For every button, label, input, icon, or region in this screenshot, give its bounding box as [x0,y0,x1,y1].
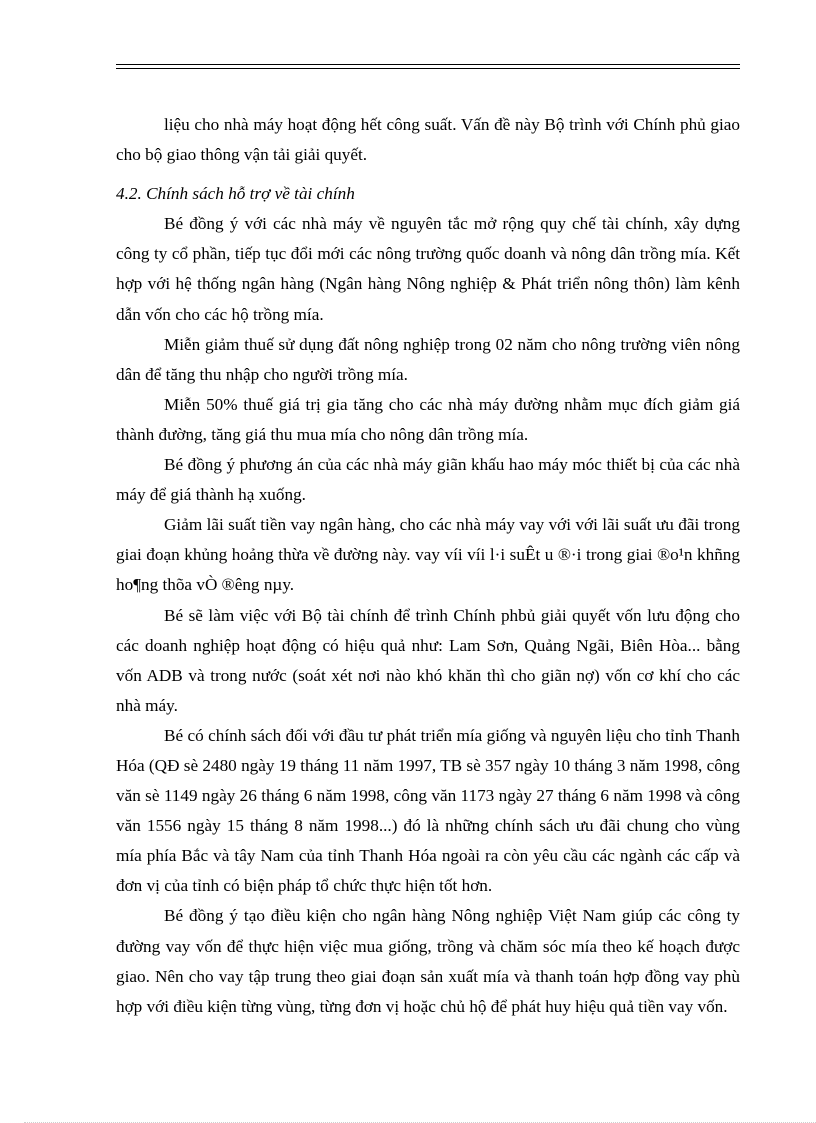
paragraph: Bé có chính sách đối với đầu tư phát triển mía giống và nguyên liệu cho tỉnh Thanh Hóa (QĐ sè 2480 ngày 19 tháng 11 năm 1997, TB sè 357 ngày 10 tháng 3 năm 1998, công văn sè 1149 ngày 26 tháng 6 năm 1998, công văn 1173 ngày 27 tháng 6 năm 1998 và công văn 1556 ngày 15 tháng 8 năm 1998...) đó là những chính sách ưu đãi chung cho vùng mía phía Bắc và tây Nam của tỉnh Thanh Hóa ngoài ra còn yêu cầu các ngành các cấp và đơn vị của tỉnh có biện pháp tổ chức thực hiện tốt hơn. [116,725,740,896]
header-rule-thin [116,68,740,69]
header-rule-thick [116,64,740,65]
paragraph: Bé đồng ý phương án của các nhà máy giãn khấu hao máy móc thiết bị của các nhà máy để giá thành hạ xuống. [116,455,740,505]
paragraph: Miễn giảm thuế sử dụng đất nông nghiệp trong 02 năm cho nông trường viên nông dân để tăng thu nhập cho người trồng mía. [116,334,740,384]
paragraph: Bé đồng ý tạo điều kiện cho ngân hàng Nông nghiệp Việt Nam giúp các công ty đường vay vốn để thực hiện việc mua giống, trồng và chăm sóc mía theo kế hoạch được giao. Nên cho vay tập trung theo giai đoạn sản xuất mía và thanh toán hợp đồng vay phù hợp với điều kiện từng vùng, từng đơn vị hoặc chủ hộ để phát huy hiệu quả tiền vay vốn. [116,906,740,1016]
paragraph: Miễn 50% thuế giá trị gia tăng cho các nhà máy đường nhằm mục đích giảm giá thành đường, tăng giá thu mua mía cho nông dân trồng mía. [116,394,740,444]
paragraph: Bé sẽ làm việc với Bộ tài chính để trình Chính phbủ giải quyết vốn lưu động cho các doanh nghiệp hoạt động có hiệu quả như: Lam Sơn, Quảng Ngãi, Biên Hòa... bằng vốn ADB và trong nước (soát xét nơi nào khó khăn thì cho giãn nợ) vốn cơ khí cho các nhà máy. [116,605,740,715]
paragraph: Giảm lãi suất tiền vay ngân hàng, cho các nhà máy vay với với lãi suất ưu đãi trong giai đoạn khủng hoảng thừa về đường này. vay víi víi l·i suÊt u ®·i trong giai ®o¹n khñng ho¶ng thõa vÒ ®êng nµy. [116,515,740,595]
page-body [116,110,740,1022]
section-heading: 4.2. Chính sách hỗ trợ về tài chính [116,184,355,204]
paragraph-continuation: liệu cho nhà máy hoạt động hết công suất. Vấn đề này Bộ trình với Chính phủ giao cho bộ giao thông vận tải giải quyết. [116,115,740,165]
paragraph: Bé đồng ý với các nhà máy về nguyên tắc mở rộng quy chế tài chính, xây dựng công ty cổ phần, tiếp tục đổi mới các nông trường quốc doanh và nông dân trồng mía. Kết hợp với hệ thống ngân hàng (Ngân hàng Nông nghiệp & Phát triển nông thôn) làm kênh dẫn vốn cho các hộ trồng mía. [116,214,740,324]
